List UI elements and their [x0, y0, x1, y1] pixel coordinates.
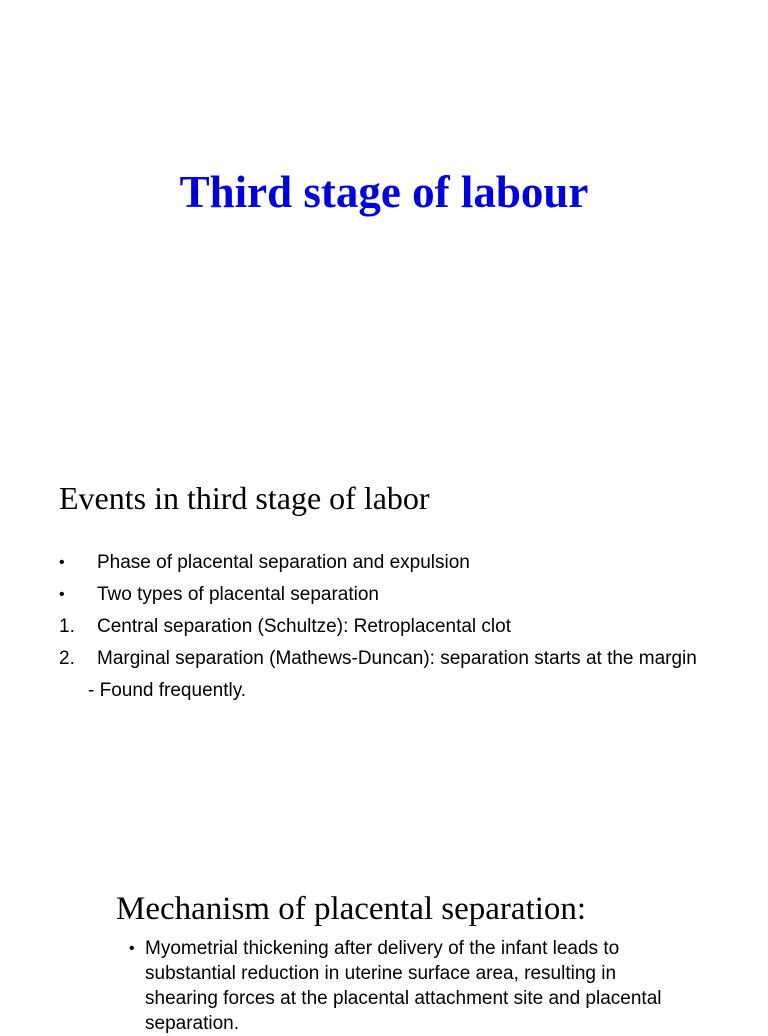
bullet-marker: •	[59, 586, 65, 603]
bullet-marker: •	[59, 554, 65, 571]
list-item	[59, 582, 719, 607]
mechanism-heading: Mechanism of placental separation:	[116, 891, 587, 927]
events-heading: Events in third stage of labor	[59, 480, 430, 516]
slide-title: Third stage of labour	[179, 167, 589, 217]
list-item-text: Myometrial thickening after delivery of the infant leads to substantial reduction in uterine surface area, resulting in shearing forces at the placental attachment site and placental separation.	[145, 938, 662, 1034]
list-item	[59, 614, 719, 639]
number-marker: 1.	[59, 616, 75, 637]
bullet-marker: •	[129, 940, 135, 957]
list-item-text: Phase of placental separation and expulsion	[97, 552, 470, 573]
list-item	[59, 646, 719, 671]
list-item-text: Two types of placental separation	[97, 584, 380, 605]
mechanism-list	[129, 936, 689, 1036]
list-item-text: Marginal separation (Mathews-Duncan): separation starts at the margin	[97, 648, 697, 669]
list-item	[129, 936, 689, 1036]
number-marker: 2.	[59, 648, 75, 669]
list-item	[59, 550, 719, 575]
events-list	[59, 550, 719, 703]
list-note: - Found frequently.	[88, 680, 247, 701]
list-item-text: Central separation (Schultze): Retroplacental clot	[97, 616, 511, 637]
